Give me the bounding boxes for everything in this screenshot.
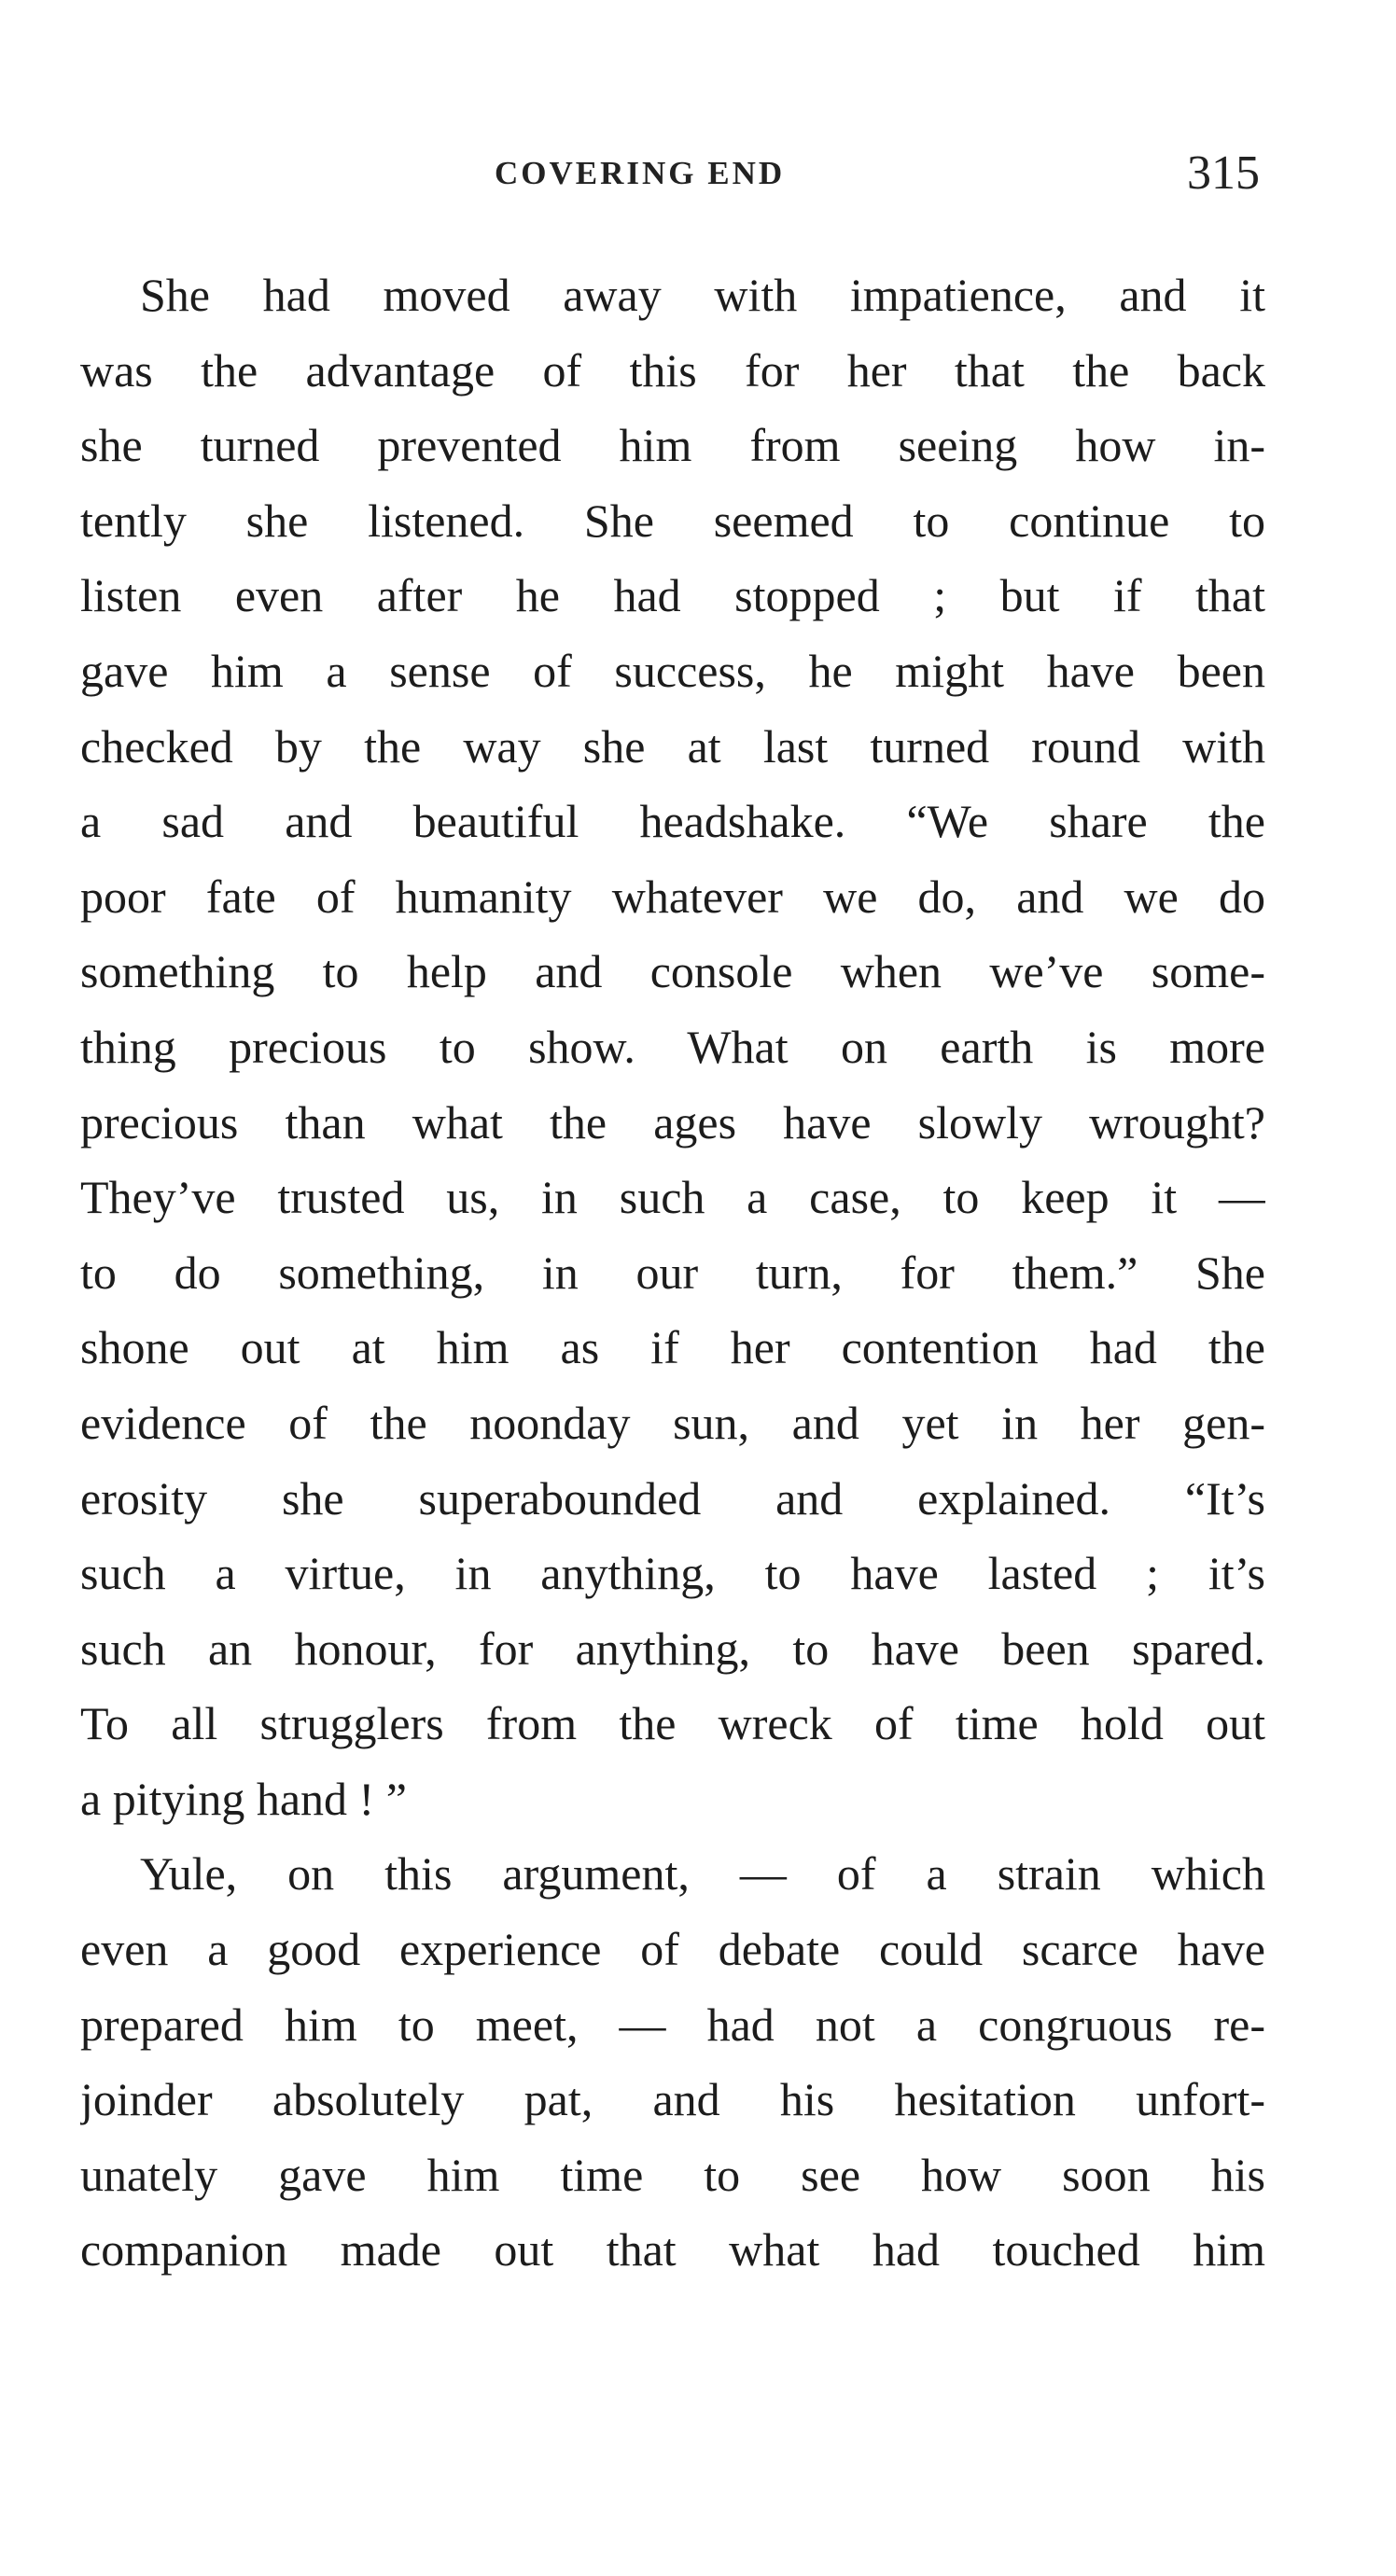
text-line: checked by the way she at last turned round with (80, 719, 1265, 773)
page-number: 315 (1187, 146, 1260, 200)
text-line: prepared him to meet, — had not a congruous re- (80, 1998, 1265, 2051)
text-line: To all strugglers from the wreck of time hold out (80, 1697, 1265, 1750)
text-line: poor fate of humanity whatever we do, and we do (80, 870, 1265, 923)
running-title: COVERING END (495, 155, 786, 191)
text-line: unately gave him time to see how soon his (80, 2148, 1265, 2201)
text-line: erosity she superabounded and explained. “It’s (80, 1471, 1265, 1525)
text-line: gave him a sense of success, he might have been (80, 644, 1265, 697)
running-header (0, 146, 1396, 205)
text-line: She had moved away with impatience, and it (140, 269, 1265, 321)
text-line: such a virtue, in anything, to have lasted ; it’s (80, 1547, 1265, 1600)
text-line: was the advantage of this for her that the back (80, 343, 1265, 397)
text-line: companion made out that what had touched him (80, 2223, 1265, 2277)
text-line: listen even after he had stopped ; but if that (80, 569, 1265, 622)
text-line: thing precious to show. What on earth is more (80, 1020, 1265, 1073)
text-line: evidence of the noonday sun, and yet in her gen- (80, 1396, 1265, 1449)
text-line: Yule, on this argument, — of a strain which (140, 1847, 1265, 1901)
text-line: a pitying hand ! ” (80, 1772, 407, 1825)
text-line: a sad and beautiful headshake. “We share the (80, 795, 1265, 848)
text-line: to do something, in our turn, for them.” She (80, 1246, 1265, 1299)
text-line: precious than what the ages have slowly wrought? (80, 1095, 1265, 1149)
text-line: joinder absolutely pat, and his hesitation unfort- (80, 2073, 1265, 2126)
text-line: such an honour, for anything, to have been spared. (80, 1622, 1265, 1675)
text-line: even a good experience of debate could scarce have (80, 1923, 1265, 1976)
text-line: tently she listened. She seemed to continue to (80, 494, 1265, 547)
text-line: something to help and console when we’ve some- (80, 945, 1265, 998)
text-line: she turned prevented him from seeing how in- (80, 419, 1265, 472)
text-line: They’ve trusted us, in such a case, to keep it — (80, 1171, 1265, 1224)
text-line: shone out at him as if her contention had the (80, 1321, 1265, 1374)
body-text (80, 258, 1265, 2288)
